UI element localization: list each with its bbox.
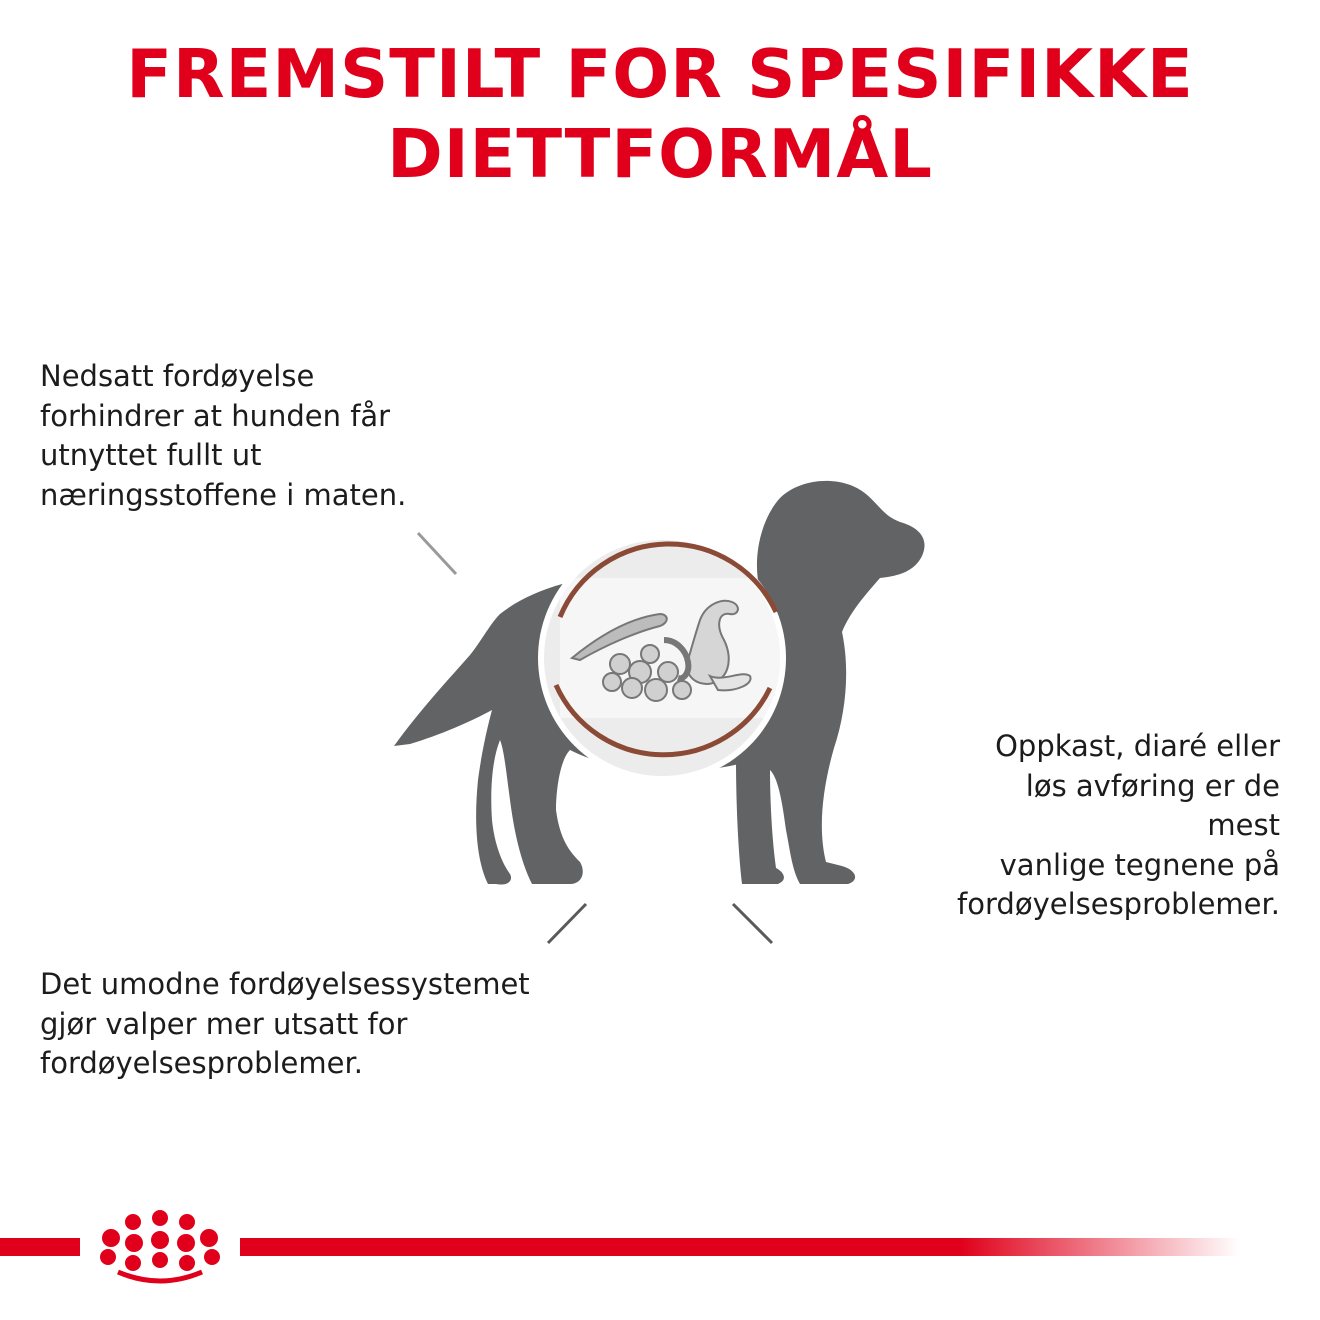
crown-logo-icon (100, 1210, 220, 1281)
callout-line: Nedsatt fordøyelse (40, 359, 315, 393)
connector-bottom-left (40, 904, 586, 943)
callout-line: løs avføring er de (1025, 768, 1280, 803)
callout-line: mest (1207, 808, 1280, 842)
callout-line: fordøyelsesproblemer. (957, 887, 1280, 921)
callout-line: gjør valper mer utsatt for (40, 1006, 408, 1041)
digestive-circle (538, 534, 786, 782)
title-line-1: FREMSTILT FOR SPESIFIKKE (126, 35, 1194, 113)
callout-line: vanlige tegnene på (999, 847, 1280, 882)
callout-line: utnyttet fullt ut (40, 438, 262, 472)
callout-line: næringsstoffene i maten. (40, 477, 407, 512)
callout-line: Det umodne fordøyelsessystemet (40, 967, 530, 1001)
callout-line: Oppkast, diaré eller (995, 729, 1280, 763)
title-line-2: DIETTFORMÅL (387, 115, 933, 193)
callout-line: forhindrer at hunden får (40, 398, 391, 433)
callout-line: fordøyelsesproblemer. (40, 1046, 363, 1080)
connector-top-left (40, 533, 456, 574)
connector-right (733, 904, 1280, 943)
